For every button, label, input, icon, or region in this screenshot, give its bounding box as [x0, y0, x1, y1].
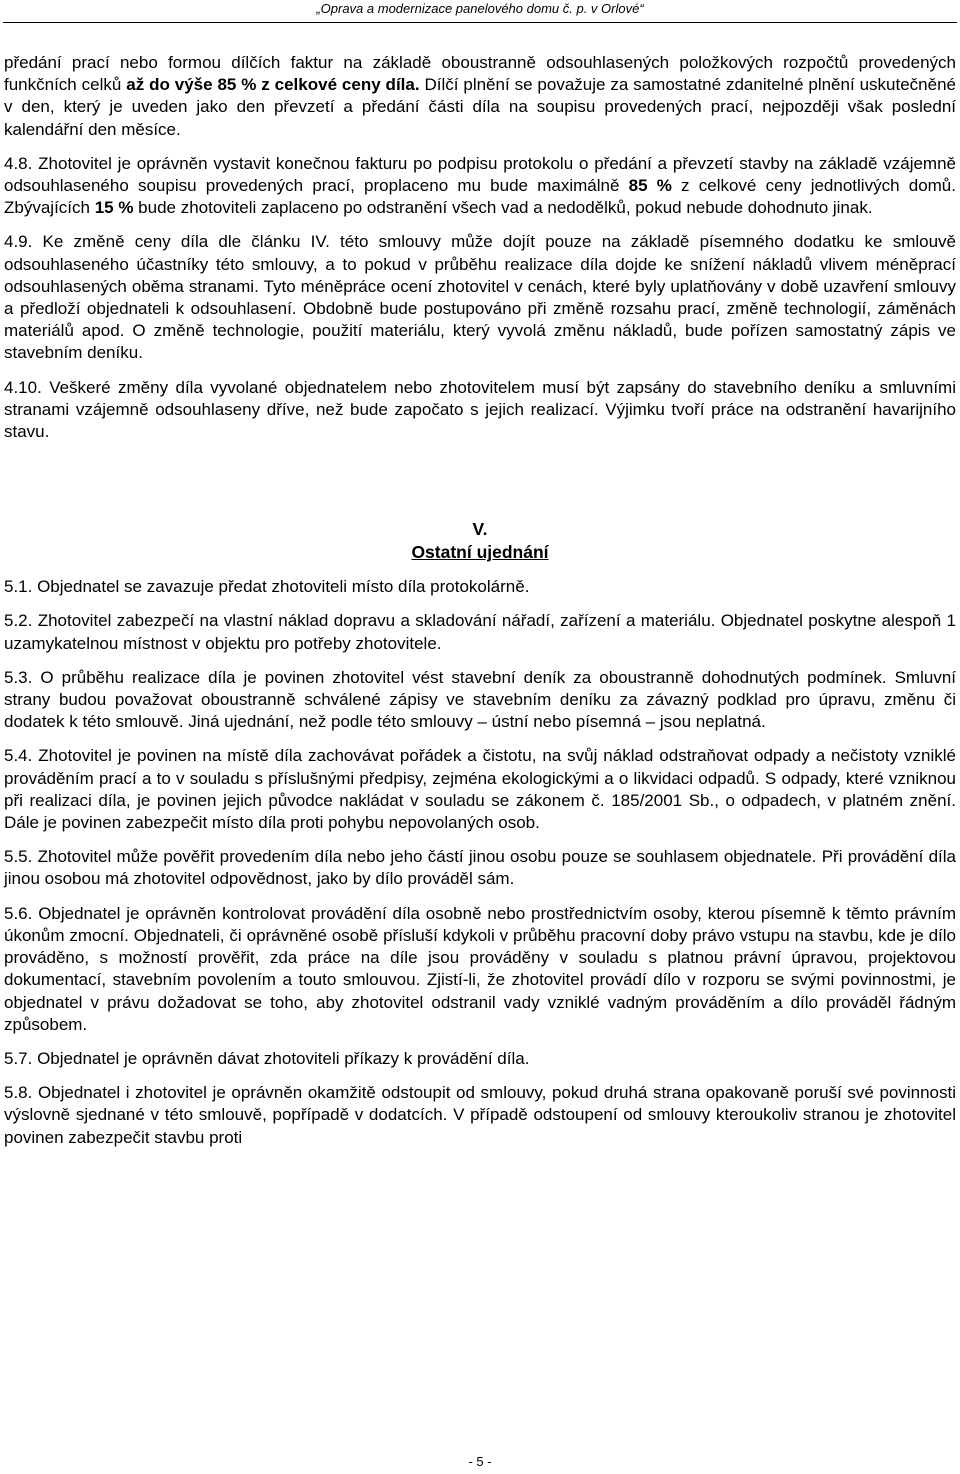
paragraph-p-4-10 — [4, 377, 956, 444]
text-run: 5.5. Zhotovitel může pověřit provedením díla nebo jeho částí jinou osobu pouze se souhlasem objednatele. Při provádění díla jinou osobou má zhotovitel odpovědnost, jako by dílo prováděl sám. — [4, 847, 956, 889]
text-run: 5.2. Zhotovitel zabezpečí na vlastní náklad dopravu a skladování nářadí, zařízení a materiálu. Objednatel poskytne alespoň 1 uzamykatelnou místnost v objektu pro potřeby zhotovitele. — [4, 611, 956, 653]
article-iv-paragraphs — [4, 52, 956, 443]
text-run: 5.4. Zhotovitel je povinen na místě díla zachovávat pořádek a čistotu, na svůj náklad odstraňovat odpady a nečistoty vzniklé prováděním prací a to v souladu s příslušnými předpisy, zejména ekologickými a o likvidaci odpadů. S odpady, které vzniknou při realizaci díla, je povinen jejich původce nakládat v souladu se zákonem č. 185/2001 Sb., o odpadech, v platném znění. Dále je povinen zabezpečit místo díla proti pohybu nepovolaných osob. — [4, 746, 956, 833]
bold-text: 15 % — [94, 198, 134, 218]
text-run: 5.3. O průběhu realizace díla je povinen zhotovitel vést stavební deník za oboustranně dohodnutých podmínek. Smluvní strany budou považovat oboustranně schválené zápisy ve stavebním deníku za závazný podklad pro úpravu, změnu či dodatek k této smlouvě. Jiná ujednání, než podle této smlouvy – ústní nebo písemná – jsou neplatná. — [4, 667, 956, 732]
paragraph-p-5-3 — [4, 667, 956, 734]
section-title-text: Ostatní ujednání — [411, 542, 549, 563]
text-run: 5.6. Objednatel je oprávněn kontrolovat provádění díla osobně nebo prostřednictvím osoby, kterou písemně k těmto právním úkonům zmocní. Objednateli, či oprávněné osobě přísluší kdykoli v průběhu pracovní doby právo vstupu na stavbu, kde je dílo prováděno, s možností prověřit, zda práce na díle jsou prováděny v souladu s platnou právní úpravou, projektovou dokumentací, stavebním povolením a touto smlouvou. Zjistí-li, že zhotovitel provádí dílo v rozporu se svými povinnostmi, je objednatel v právu dožadovat se toho, aby zhotovitel odstranil vady vzniklé vadným prováděním a dílo prováděl řádným způsobem. — [4, 903, 956, 1034]
section-title — [4, 541, 956, 564]
bold-text: 85 % — [628, 176, 672, 196]
paragraph-p-5-6 — [4, 903, 956, 1036]
paragraph-p-5-5 — [4, 846, 956, 890]
page-number: - 5 - — [468, 1454, 492, 1469]
text-run: Dílčí plnění se považuje za samostatné zdanitelné plnění uskutečněné v den, který je uveden jako den převzetí a předání části díla na soupisu provedených prací, nejpozději však poslední kalendářní den měsíce. — [4, 75, 956, 139]
section-heading — [4, 518, 956, 564]
article-v-paragraphs — [4, 576, 956, 1148]
text-run: předání prací nebo formou dílčích faktur na základě oboustranně odsouhlasených položkových rozpočtů provedených funkčních celků — [4, 53, 956, 95]
text-run: 4.10. Veškeré změny díla vyvolané objednatelem nebo zhotovitelem musí být zapsány do stavebního deníku a smluvními stranami vzájemně odsouhlaseny dříve, než bude započato s jejich realizací. Výjimku tvoří práce na odstranění havarijního stavu. — [4, 377, 956, 442]
text-run: 5.8. Objednatel i zhotovitel je oprávněn okamžitě odstoupit od smlouvy, pokud druhá strana opakovaně poruší své povinnosti výslovně sjednané v této smlouvě, popřípadě v dodatcích. V případě odstoupení od smlouvy kteroukoliv stranou je zhotovitel povinen zabezpečit stavbu proti — [4, 1083, 956, 1147]
text-run: bude zhotoviteli zaplaceno po odstranění všech vad a nedodělků, pokud nebude dohodnuto jinak. — [133, 198, 873, 218]
bold-text: až do výše 85 % z celkové ceny díla. — [126, 75, 420, 95]
paragraph-p-5-2 — [4, 610, 956, 654]
document-body — [4, 52, 956, 1149]
paragraph-p-4-9 — [4, 231, 956, 364]
text-run: 4.8. Zhotovitel je oprávněn vystavit konečnou fakturu po podpisu protokolu o předání a převzetí stavby na základě vzájemně odsouhlaseného soupisu provedených prací, proplaceno mu bude maximálně — [4, 153, 956, 196]
paragraph-p-5-8 — [4, 1082, 956, 1149]
header-divider — [3, 22, 957, 23]
paragraph-p-4-8 — [4, 153, 956, 220]
page-header: „Oprava a modernizace panelového domu č. p. v Orlové“ — [316, 1, 644, 16]
section-number: V. — [472, 519, 488, 540]
text-run: z celkové ceny jednotlivých domů. Zbývajících — [4, 176, 956, 218]
paragraph-p-cont1 — [4, 52, 956, 141]
paragraph-p-5-7 — [4, 1048, 956, 1070]
text-run: 5.1. Objednatel se zavazuje předat zhotoviteli místo díla protokolárně. — [4, 577, 530, 597]
paragraph-p-5-1 — [4, 576, 956, 598]
text-run: 4.9. Ke změně ceny díla dle článku IV. této smlouvy může dojít pouze na základě písemného dodatku ke smlouvě odsouhlaseného účastníky této smlouvy, a to pokud v průběhu realizace díla dojde ke snížení nákladů vlivem méněprací odsouhlasených oběma stranami. Tyto méněpráce ocení zhotovitel v cenách, které byly uplatňovány v době uzavření smlouvy a předloží objednateli k odsouhlasení. Obdobně bude postupováno při změně rozsahu prací, změně technologií, záměnách materiálů apod. O změně technologie, použití materiálu, který vyvolá změnu nákladů, bude pořízen samostatný zápis ve stavebním deníku. — [4, 232, 956, 363]
paragraph-p-5-4 — [4, 745, 956, 834]
text-run: 5.7. Objednatel je oprávněn dávat zhotoviteli příkazy k provádění díla. — [4, 1048, 530, 1068]
